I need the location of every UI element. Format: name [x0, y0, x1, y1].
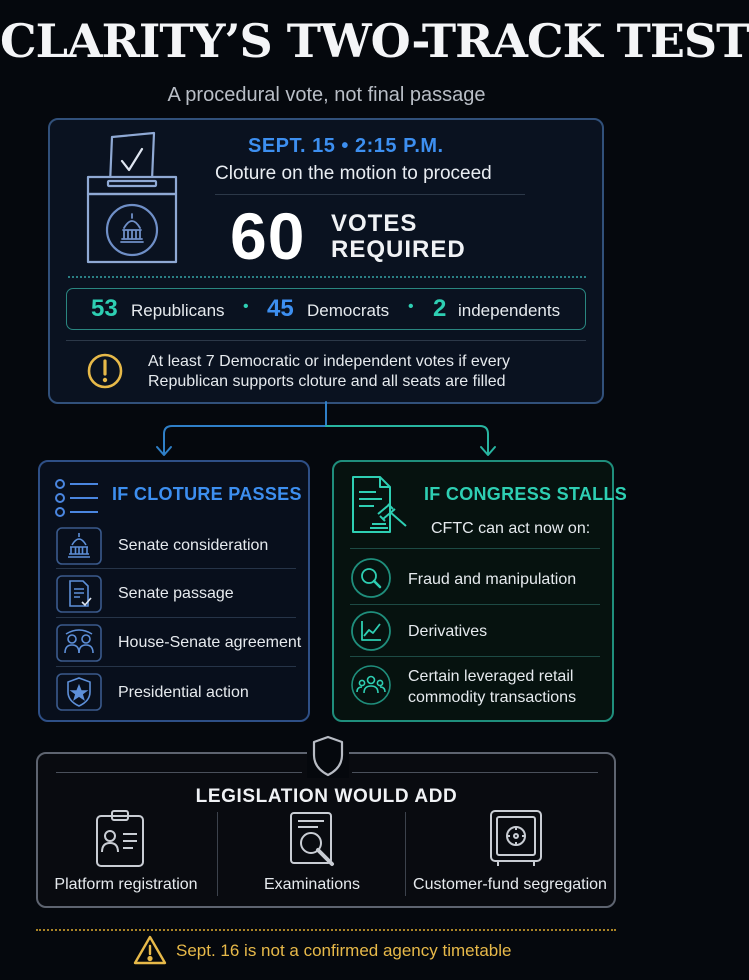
- step-label: Senate passage: [118, 585, 234, 602]
- divider: [66, 340, 586, 341]
- senate-composition: [66, 288, 586, 330]
- divider: [56, 772, 302, 773]
- magnifier-icon: [350, 557, 392, 599]
- feature-label: Platform registration: [54, 876, 198, 893]
- footer-note: Sept. 16 is not a confirmed agency timetable: [176, 941, 512, 960]
- cftc-item-label: commodity transactions: [408, 689, 577, 706]
- row-divider: [56, 568, 296, 569]
- independents-label: independents: [458, 301, 561, 320]
- votes-caption: VOTES: [331, 210, 418, 237]
- clipboard-id-icon: [94, 808, 146, 868]
- warning-circle-icon: [86, 352, 124, 390]
- cftc-intro: CFTC can act now on:: [431, 520, 591, 537]
- divider: [215, 194, 525, 195]
- people-icon: [56, 624, 102, 662]
- checklist-icon: [54, 478, 100, 518]
- separator-dot: •: [243, 298, 249, 315]
- row-divider: [350, 548, 600, 549]
- note-text-line: Republican supports cloture and all seats are filled: [148, 373, 506, 390]
- feature-label: Customer-fund segregation: [413, 876, 607, 893]
- row-divider: [56, 666, 296, 667]
- safe-icon: [488, 808, 544, 868]
- required-caption: REQUIRED: [331, 236, 466, 263]
- branch-connector: [150, 402, 506, 464]
- footer-divider: [36, 929, 616, 931]
- feature-label: Examinations: [263, 876, 361, 893]
- separator-dot: •: [408, 298, 414, 315]
- row-divider: [350, 604, 600, 605]
- cftc-item-label: Derivatives: [408, 623, 488, 640]
- examination-icon: [288, 810, 342, 868]
- vote-date-time: SEPT. 15 • 2:15 P.M.: [248, 135, 444, 157]
- cftc-item-label: Fraud and manipulation: [408, 571, 577, 588]
- note-text-line: At least 7 Democratic or independent votes if every: [148, 353, 510, 370]
- republicans-label: Republicans: [131, 301, 225, 320]
- divider: [352, 772, 598, 773]
- votes-required-number: 60: [230, 199, 306, 273]
- row-divider: [56, 617, 296, 618]
- document-check-icon: [56, 575, 102, 613]
- cftc-item-label: Certain leveraged retail: [408, 668, 574, 685]
- vote-description: Cloture on the motion to proceed: [215, 163, 492, 184]
- star-shield-icon: [56, 673, 102, 711]
- line-chart-icon: [350, 610, 392, 652]
- republicans-count: 53: [91, 295, 118, 322]
- capitol-icon: [56, 527, 102, 565]
- step-label: House-Senate agreement: [118, 634, 302, 651]
- step-label: Presidential action: [118, 684, 249, 701]
- dotted-divider: [68, 276, 586, 278]
- page-subtitle: A procedural vote, not final passage: [167, 84, 486, 106]
- democrats-label: Democrats: [307, 301, 390, 320]
- group-icon: [350, 664, 392, 706]
- divider: [405, 812, 406, 896]
- democrats-count: 45: [267, 295, 294, 322]
- step-label: Senate consideration: [118, 537, 269, 554]
- document-gavel-icon: [350, 474, 410, 536]
- ballot-box-icon: [84, 132, 180, 264]
- cloture-passes-heading: IF CLOTURE PASSES: [112, 484, 302, 504]
- congress-stalls-heading: IF CONGRESS STALLS: [424, 484, 628, 504]
- row-divider: [350, 656, 600, 657]
- divider: [217, 812, 218, 896]
- legislation-heading: LEGISLATION WOULD ADD: [195, 786, 458, 807]
- page-title: CLARITY’S TWO-TRACK TEST: [0, 14, 749, 68]
- shield-icon: [307, 734, 349, 778]
- warning-triangle-icon: [133, 934, 167, 966]
- independents-count: 2: [433, 295, 447, 322]
